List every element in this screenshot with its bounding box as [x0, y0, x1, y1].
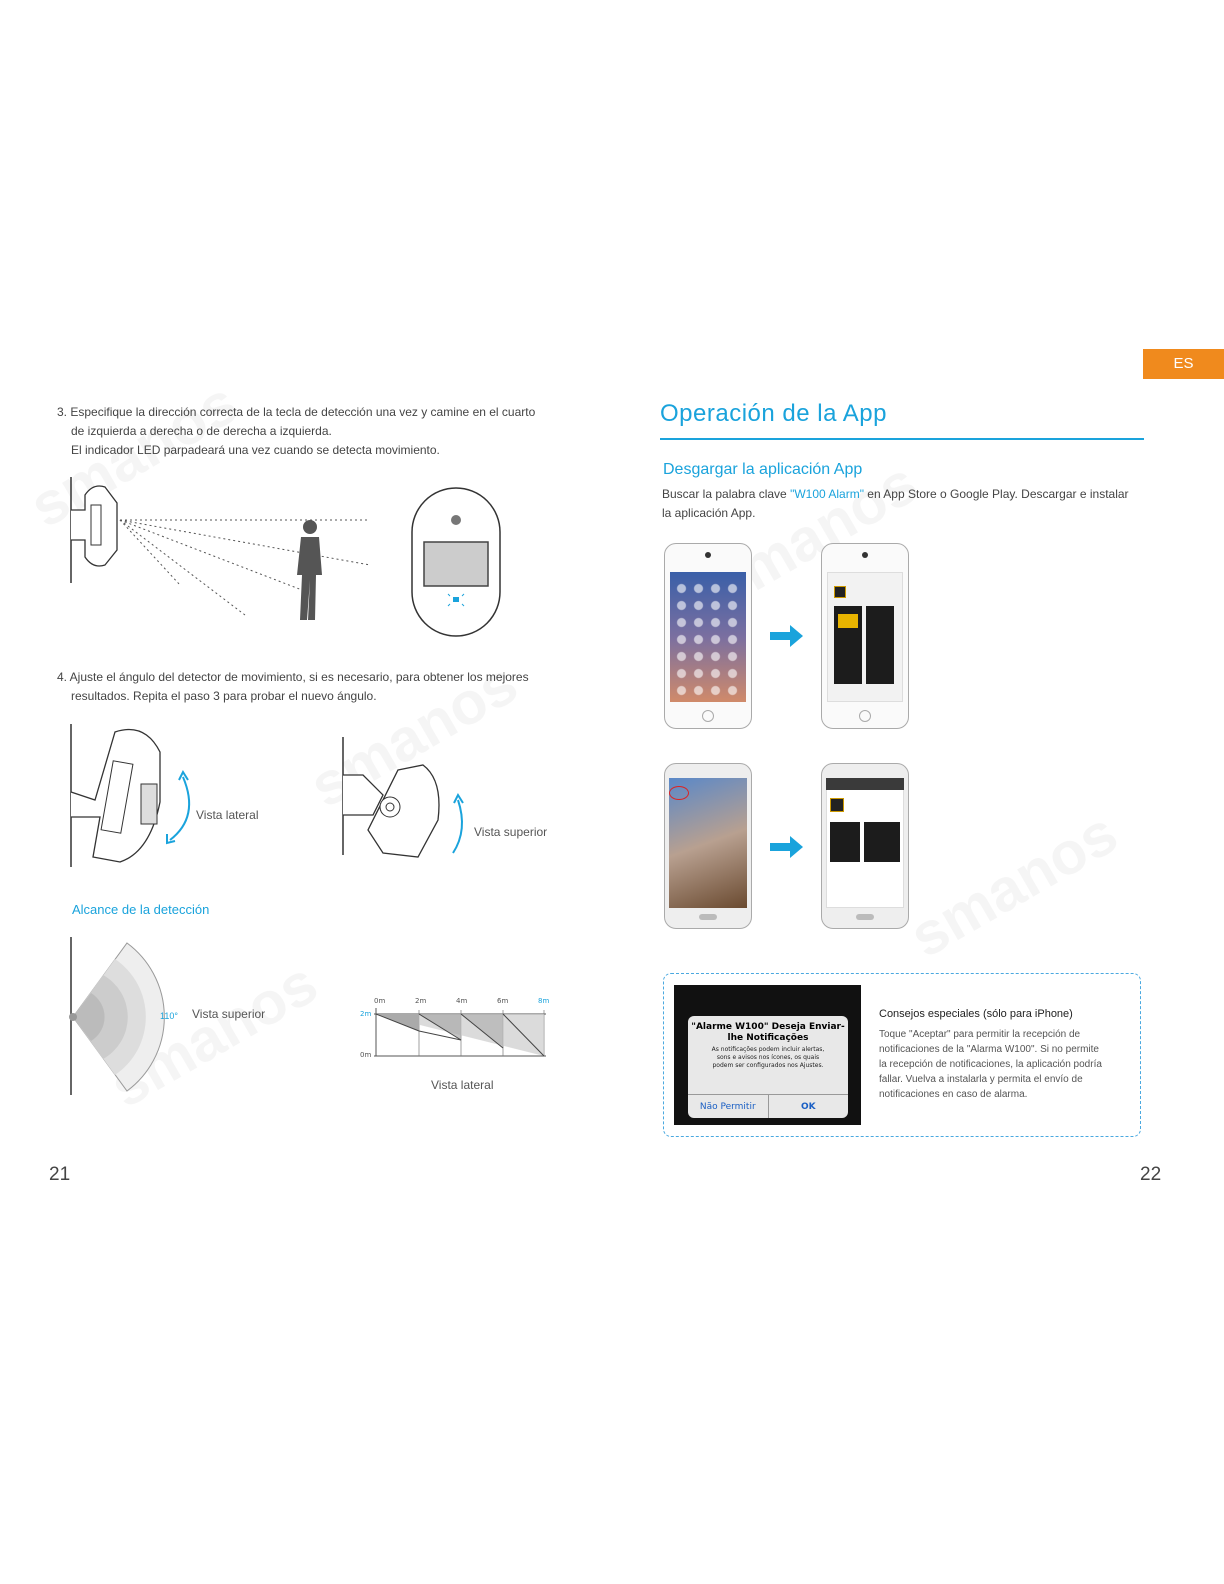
step3-line2: de izquierda a derecha o de derecha a izquierda.	[71, 424, 332, 438]
page-number-left: 21	[49, 1164, 71, 1185]
range-angle-label: 110°	[160, 1011, 178, 1021]
special-tips-box	[663, 973, 1141, 1137]
dialog-body-line2: sons e avisos nos ícones, os quais	[716, 1054, 820, 1061]
distance-label: 8m	[538, 997, 550, 1005]
height-top-label: 2m	[360, 1010, 372, 1018]
dialog-body-line3: podem ser configurados nos Ajustes.	[712, 1062, 824, 1069]
top-view-label: Vista superior	[474, 825, 548, 839]
deny-button[interactable]: Não Permitir	[688, 1095, 769, 1118]
tips-text	[879, 1008, 1137, 1102]
android-playstore-screenshot	[821, 763, 909, 929]
intro-text: Buscar la palabra clave	[662, 487, 791, 501]
iphone-appstore-screenshot	[821, 543, 909, 729]
page-title: Operación de la App	[660, 400, 887, 427]
step3-line3: El indicador LED parpadeará una vez cuando se detecta movimiento.	[71, 443, 440, 457]
top-view-adjust-illustration	[338, 735, 478, 865]
language-tab: ES	[1143, 349, 1224, 379]
arrow-right-icon	[770, 836, 804, 858]
intro-keyword: "W100 Alarm"	[790, 487, 864, 501]
dialog-body-line1: As notificações podem incluir alertas,	[711, 1046, 825, 1053]
notification-dialog	[688, 1016, 848, 1118]
distance-label: 0m	[374, 997, 386, 1005]
dialog-title-line1: "Alarme W100" Deseja Enviar-	[691, 1022, 845, 1032]
walk-test-illustration	[65, 475, 385, 630]
tips-line: notificaciones de la "Alarma W100". Si no permite	[879, 1044, 1099, 1055]
device-front-view	[410, 486, 502, 638]
title-divider	[660, 438, 1144, 440]
person-icon	[297, 520, 322, 620]
range-top-view-label: Vista superior	[192, 1007, 266, 1021]
intro-text-after: en App Store o Google Play. Descargar e instalar	[863, 487, 1129, 501]
step3-line1: 3. Especifique la dirección correcta de la tecla de detección una vez y camine en el cuarto	[57, 405, 536, 419]
distance-label: 4m	[456, 997, 468, 1005]
step4-text	[57, 668, 577, 706]
step3-text	[57, 403, 577, 460]
watermark	[898, 798, 1129, 971]
step4-line2: resultados. Repita el paso 3 para probar el nuevo ángulo.	[71, 689, 377, 703]
intro-line2: la aplicación App.	[662, 506, 756, 520]
tips-title: Consejos especiales (sólo para iPhone)	[879, 1008, 1073, 1020]
distance-label: 2m	[415, 997, 427, 1005]
download-subheading: Desgargar la aplicación App	[663, 461, 863, 478]
page-number-right: 22	[1140, 1164, 1162, 1185]
android-home-screenshot	[664, 763, 752, 929]
side-view-label: Vista lateral	[196, 808, 259, 822]
tips-line: notificaciones en caso de alarma.	[879, 1089, 1028, 1100]
distance-label: 6m	[497, 997, 509, 1005]
height-bottom-label: 0m	[360, 1051, 372, 1059]
tips-line: la recepción de notificaciones, la aplicación podría	[879, 1059, 1102, 1070]
arrow-right-icon	[770, 625, 804, 647]
tips-line: Toque "Aceptar" para permitir la recepción de	[879, 1029, 1081, 1040]
dialog-title-line2: lhe Notificações	[727, 1033, 809, 1043]
iphone-notification-screenshot	[674, 985, 861, 1125]
side-view-adjust-illustration	[65, 722, 205, 872]
iphone-home-screenshot	[664, 543, 752, 729]
download-intro	[662, 485, 1162, 523]
range-heading: Alcance de la detección	[72, 902, 210, 917]
tips-line: fallar. Vuelva a instalarla y permita el envío de	[879, 1074, 1083, 1085]
step4-line1: 4. Ajuste el ángulo del detector de movimiento, si es necesario, para obtener los mejores	[57, 670, 529, 684]
range-side-view	[374, 1006, 554, 1058]
ok-button[interactable]: OK	[800, 1102, 816, 1112]
range-side-view-label: Vista lateral	[431, 1078, 494, 1092]
